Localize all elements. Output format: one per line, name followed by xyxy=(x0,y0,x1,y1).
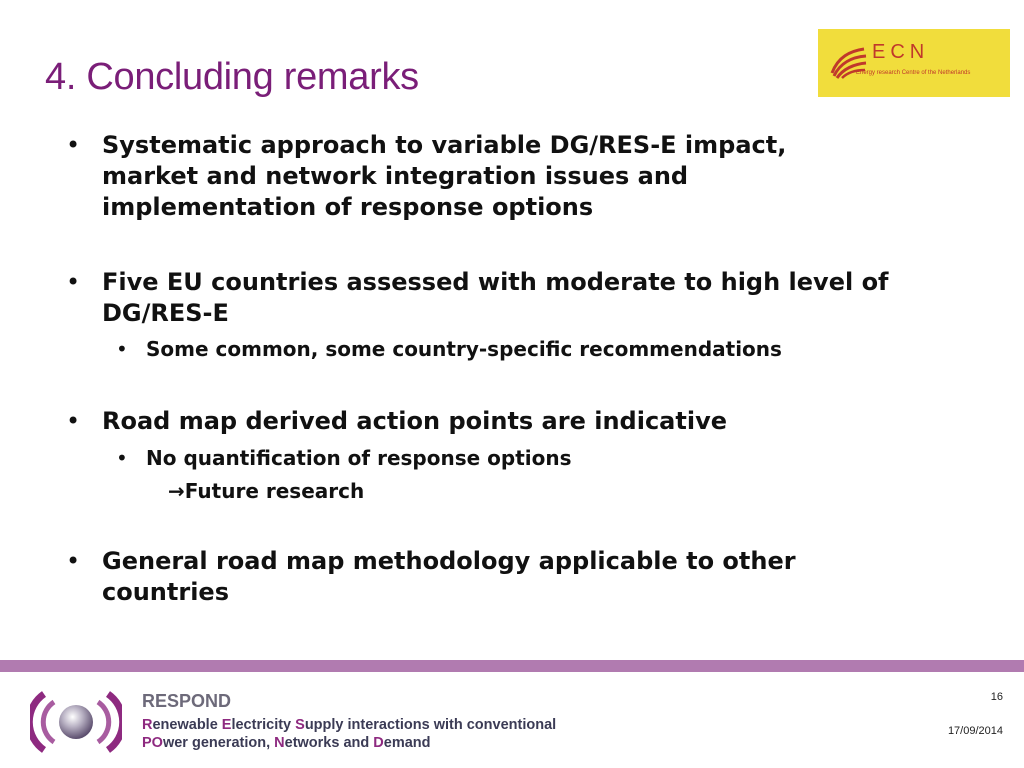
bullet-3-arrow-line xyxy=(168,478,768,504)
slide-date: 17/09/2014 xyxy=(947,725,1003,737)
bullet-3-sub-1 xyxy=(116,445,906,471)
bullet-dot-icon: • xyxy=(66,547,81,575)
ecn-tagline: Energy research Centre of the Netherlands xyxy=(856,70,971,76)
ecn-name: ECN xyxy=(872,41,930,63)
slide-title: 4. Concluding remarks xyxy=(45,56,419,98)
bullet-dot-icon: • xyxy=(116,446,128,470)
bullet-dot-icon: • xyxy=(66,131,81,159)
bullet-3-arrow-text: Future research xyxy=(184,479,365,503)
bullet-1 xyxy=(66,130,862,223)
project-fullname-line-1: Renewable Electricity Supply interactions with conventional xyxy=(142,717,557,733)
bullet-3-sub-1-text: No quantification of response options xyxy=(146,446,572,470)
bullet-4 xyxy=(66,546,862,608)
bullet-2-sub-1 xyxy=(116,336,906,362)
project-fullname-line-2: POwer generation, Networks and Demand xyxy=(142,735,431,751)
respond-logo-icon xyxy=(30,684,122,760)
bullet-dot-icon: • xyxy=(66,407,81,435)
bullet-2 xyxy=(66,267,902,329)
bullet-4-text: General road map methodology applicable to other countries xyxy=(102,547,796,606)
bullet-dot-icon: • xyxy=(116,337,128,361)
bullet-3-text: Road map derived action points are indicative xyxy=(102,407,727,435)
bullet-2-text: Five EU countries assessed with moderate to high level of DG/RES-E xyxy=(102,268,889,327)
bullet-dot-icon: • xyxy=(66,268,81,296)
slide-number: 16 xyxy=(990,691,1003,703)
ecn-logo xyxy=(818,29,1010,97)
project-name: RESPOND xyxy=(142,691,232,711)
bullet-1-text: Systematic approach to variable DG/RES-E impact, market and network integration issues and implementation of response options xyxy=(102,131,787,221)
bullet-3 xyxy=(66,406,902,437)
right-arrow-icon: → xyxy=(168,479,185,503)
footer-divider xyxy=(0,660,1024,672)
bullet-2-sub-1-text: Some common, some country-specific recommendations xyxy=(146,337,782,361)
